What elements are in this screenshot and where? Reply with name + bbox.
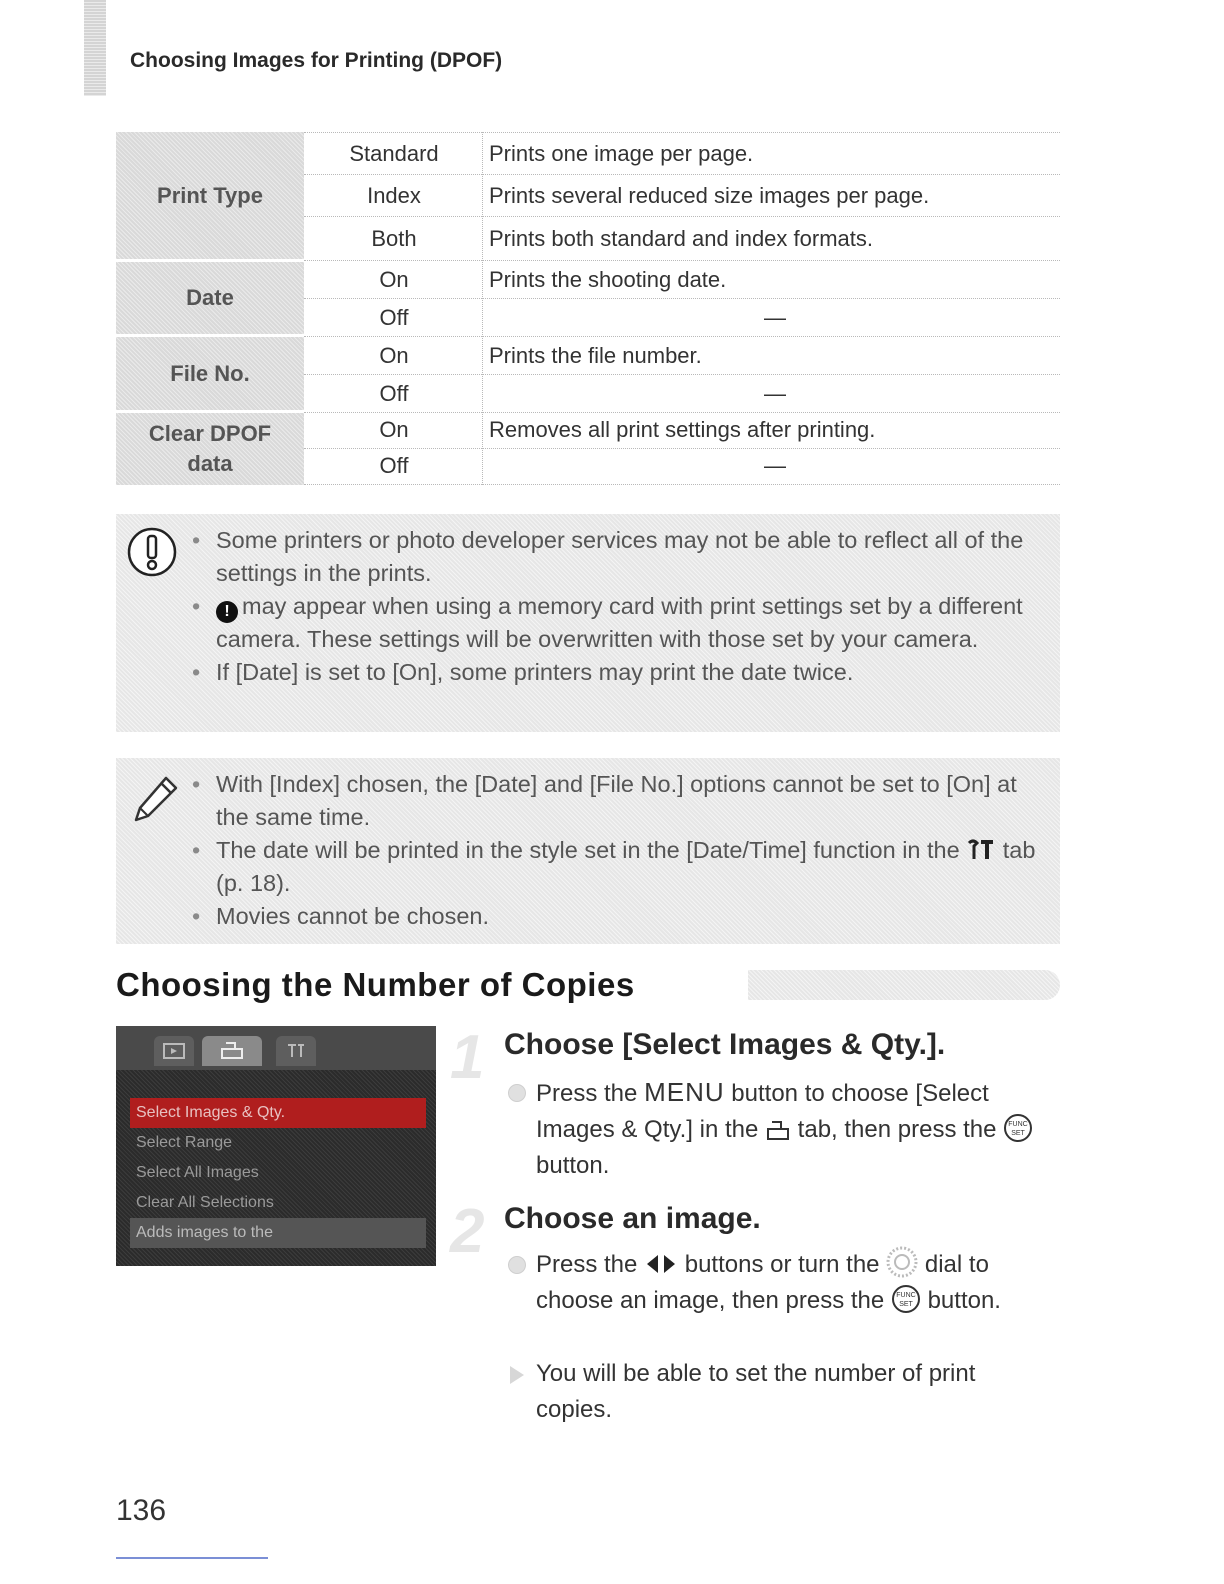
caution-text: If [Date] is set to [On], some printers may print the date twice. — [216, 659, 854, 685]
caution-text: Some printers or photo developer services may not be able to reflect all of the settings in the prints. — [216, 527, 1024, 586]
step-title: Choose an image. — [504, 1202, 761, 1235]
option-cell: Off — [379, 305, 409, 330]
screen-menu-item: Select Images & Qty. — [130, 1098, 426, 1128]
list-item — [200, 768, 1048, 834]
option-cell: On — [379, 343, 409, 368]
playback-tab-icon — [154, 1036, 194, 1066]
left-right-buttons-icon — [644, 1253, 678, 1275]
table-row — [304, 448, 1060, 486]
caution-text: may appear when using a memory card with print settings set by a different camera. These settings will be overwritten with those set by your camera. — [216, 593, 1023, 652]
section-title: Choosing the Number of Copies — [116, 966, 635, 1003]
instruction-text: buttons or turn the — [684, 1251, 880, 1278]
error-badge-icon: ! — [216, 601, 238, 623]
settings-table — [116, 132, 1060, 485]
table-row — [304, 174, 1060, 217]
table-row — [304, 260, 1060, 299]
menu-button-label: MENU — [644, 1077, 725, 1107]
table-row — [304, 298, 1060, 337]
screen-menu — [130, 1098, 426, 1248]
step-number: 1 — [450, 1023, 485, 1092]
svg-text:FUNC: FUNC — [896, 1292, 916, 1299]
option-cell: Off — [379, 381, 409, 406]
step-result: You will be able to set the number of print copies. — [536, 1360, 976, 1423]
group-label: Clear DPOF data — [148, 421, 272, 476]
bullet-icon — [508, 1084, 526, 1102]
option-cell: Index — [367, 183, 421, 208]
caution-list — [200, 524, 1048, 689]
description-cell: — — [764, 305, 786, 330]
func-set-button-icon — [1003, 1113, 1033, 1143]
list-item — [200, 656, 1048, 689]
screen-menu-item: Adds images to the — [130, 1218, 426, 1248]
screen-tab-bar — [116, 1026, 436, 1070]
svg-text:SET: SET — [1011, 1130, 1025, 1137]
step-instruction — [536, 1074, 1056, 1184]
description-cell: — — [764, 453, 786, 478]
func-set-button-icon — [891, 1284, 921, 1314]
instruction-text: button to choose [Select Images & Qty.] in the — [536, 1080, 989, 1143]
option-cell: On — [379, 267, 409, 292]
instruction-text: button. — [536, 1152, 610, 1179]
svg-text:SET: SET — [899, 1301, 913, 1308]
result-arrow-icon — [510, 1366, 524, 1384]
description-cell: Removes all print settings after printing. — [489, 417, 876, 442]
bullet-icon — [508, 1256, 526, 1274]
table-row — [304, 374, 1060, 413]
group-file-no — [116, 337, 304, 410]
group-print-type — [116, 132, 304, 259]
instruction-text: tab, then press the — [797, 1116, 997, 1143]
running-head: Choosing Images for Printing (DPOF) — [130, 49, 503, 72]
memo-text: The date will be printed in the style set in the [Date/Time] function in the — [216, 837, 960, 863]
group-label: Print Type — [157, 182, 263, 208]
print-tab-icon — [202, 1036, 262, 1066]
caution-icon — [126, 526, 178, 578]
caution-box — [116, 514, 1060, 732]
list-item — [200, 900, 1048, 933]
list-item — [200, 590, 1048, 656]
group-label: File No. — [170, 360, 250, 386]
instruction-text: dial to choose an image, then press the — [536, 1251, 989, 1314]
page-underline — [116, 1557, 268, 1559]
instruction-text: button. — [927, 1287, 1001, 1314]
list-item — [200, 524, 1048, 590]
page-number: 136 — [116, 1494, 167, 1527]
print-tab-icon — [765, 1119, 791, 1143]
table-divider — [482, 132, 483, 485]
setup-tab-icon — [966, 839, 996, 861]
instruction-text: Press the — [536, 1251, 638, 1278]
group-label: Date — [186, 285, 234, 310]
option-cell: On — [379, 417, 409, 442]
memo-text: tab (p. 18). — [216, 837, 1036, 896]
description-cell: — — [764, 381, 786, 406]
setup-tab-icon — [276, 1036, 316, 1066]
group-clear-dpof — [116, 413, 304, 485]
table-bottom-rule — [304, 484, 1060, 485]
table-row — [304, 132, 1060, 175]
option-cell: Standard — [349, 141, 439, 166]
table-row — [304, 412, 1060, 449]
step-title: Choose [Select Images & Qty.]. — [504, 1028, 946, 1061]
screen-menu-item: Select Range — [136, 1134, 233, 1151]
description-cell: Prints one image per page. — [489, 141, 754, 166]
camera-screen — [116, 1026, 436, 1266]
step-instruction — [536, 1246, 1056, 1319]
memo-box — [116, 758, 1060, 944]
instruction-text: Press the — [536, 1080, 638, 1107]
control-dial-icon — [886, 1246, 918, 1278]
description-cell: Prints the file number. — [489, 343, 702, 368]
side-tab-marker — [84, 0, 106, 96]
description-cell: Prints both standard and index formats. — [489, 226, 873, 251]
memo-text: With [Index] chosen, the [Date] and [File No.] options cannot be set to [On] at the same time. — [216, 771, 1017, 830]
pencil-icon — [128, 772, 182, 826]
section-bar — [748, 970, 1060, 1000]
option-cell: Off — [379, 453, 409, 478]
memo-text: Movies cannot be chosen. — [216, 903, 490, 929]
table-row — [304, 336, 1060, 375]
svg-text:FUNC: FUNC — [1008, 1121, 1028, 1128]
screen-menu-item: Clear All Selections — [136, 1194, 274, 1211]
description-cell: Prints the shooting date. — [489, 267, 727, 292]
screen-menu-item: Select All Images — [136, 1164, 259, 1181]
memo-list — [200, 768, 1048, 933]
description-cell: Prints several reduced size images per page. — [489, 183, 930, 208]
step-number: 2 — [450, 1197, 485, 1266]
option-cell: Both — [371, 226, 417, 251]
group-date — [116, 262, 304, 334]
list-item — [200, 834, 1048, 900]
table-row — [304, 216, 1060, 261]
